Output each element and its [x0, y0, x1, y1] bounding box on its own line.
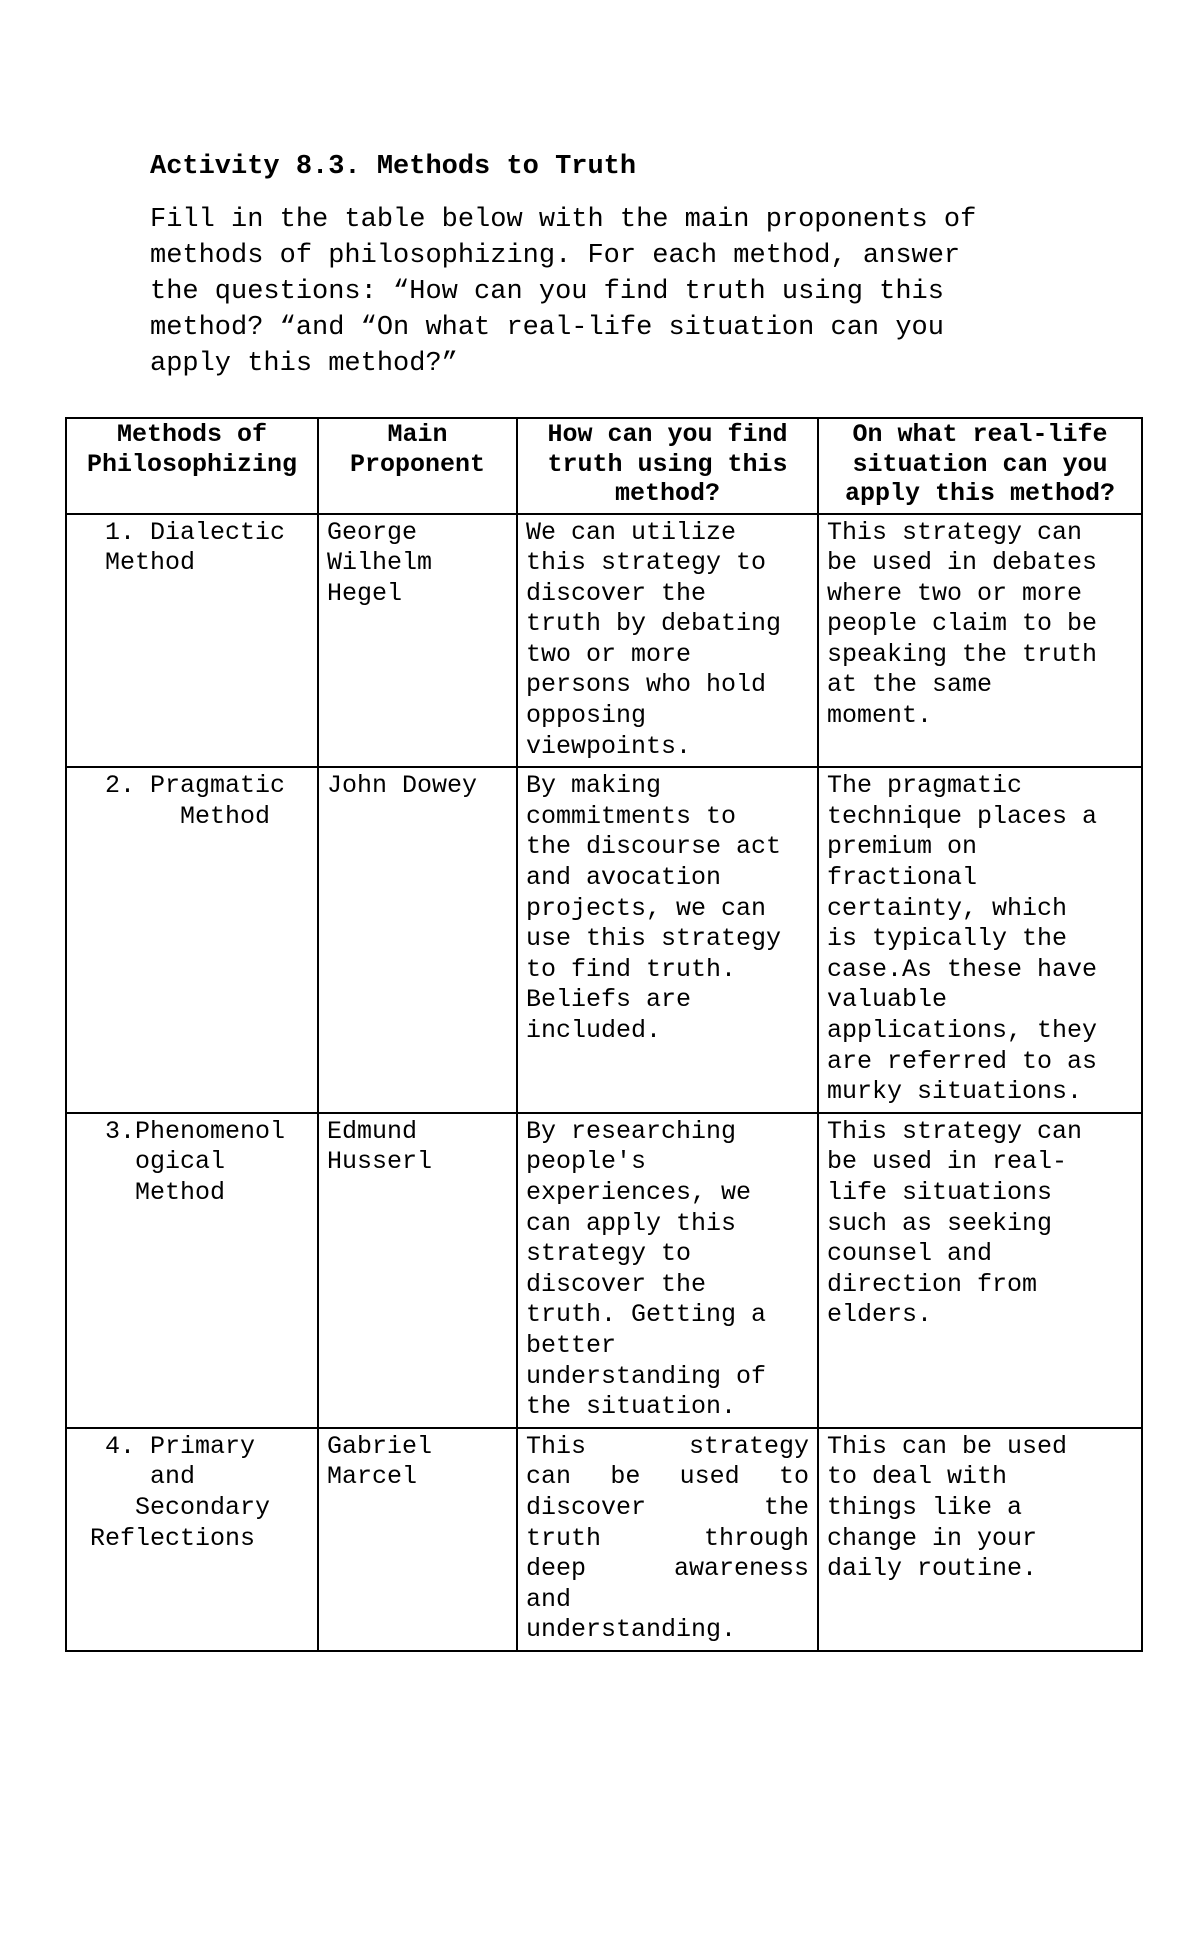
table-row	[66, 1113, 1142, 1428]
cell-line: be used in real-	[827, 1147, 1068, 1177]
header-line: Proponent	[349, 449, 486, 479]
cell-line: George	[327, 517, 418, 547]
cell-line: viewpoints.	[526, 731, 692, 761]
cell-line: This strategy can	[827, 1116, 1083, 1146]
cell-line: Edmund	[327, 1116, 418, 1146]
cell-line: discover the	[526, 1269, 707, 1299]
real-life-situation-cell	[818, 1428, 1142, 1651]
cell-line: and	[75, 1462, 196, 1492]
cell-line: truth. Getting a	[526, 1300, 767, 1330]
header-line: How can you find	[547, 420, 788, 449]
table-row	[66, 514, 1142, 768]
proponent-cell	[318, 1113, 517, 1428]
instructions-line: apply this method?”	[150, 349, 458, 379]
cell-line: projects, we can	[526, 893, 767, 923]
cell-line: 2. Pragmatic	[75, 771, 286, 801]
cell-line: people claim to be	[827, 609, 1098, 639]
cell-line: Reflections	[75, 1523, 256, 1553]
justified-word: truth	[526, 1523, 602, 1553]
cell-line: at the same	[827, 670, 993, 700]
cell-line: use this strategy	[526, 924, 782, 954]
table-row	[66, 1428, 1142, 1651]
cell-line: valuable	[827, 985, 948, 1015]
method-cell	[66, 514, 318, 768]
cell-line: Marcel	[327, 1462, 418, 1492]
header-methods	[66, 418, 318, 514]
justified-word: discover	[526, 1492, 647, 1522]
cell-line: persons who hold	[526, 670, 767, 700]
cell-line: By researching	[526, 1116, 737, 1146]
cell-line: 1. Dialectic	[75, 517, 286, 547]
cell-line: Husserl	[327, 1147, 433, 1177]
cell-line: elders.	[827, 1300, 933, 1330]
justified-word: awareness	[673, 1554, 809, 1584]
cell-line	[526, 1554, 809, 1585]
header-line: method?	[614, 479, 721, 508]
cell-line: opposing	[526, 701, 647, 731]
proponent-cell	[318, 1428, 517, 1651]
header-line: Main	[387, 420, 448, 449]
cell-line: included.	[526, 1016, 662, 1045]
header-line: truth using this	[547, 449, 788, 479]
cell-line: technique places a	[827, 801, 1098, 831]
cell-line: the situation.	[526, 1392, 737, 1422]
cell-line: be used in debates	[827, 548, 1098, 578]
cell-line: understanding.	[526, 1615, 737, 1645]
cell-line: truth by debating	[526, 609, 782, 639]
cell-line: is typically the	[827, 924, 1068, 954]
how-find-truth-cell	[517, 514, 818, 768]
cell-line: This strategy can	[827, 517, 1083, 547]
cell-line: By making	[526, 771, 662, 801]
header-how-find-truth	[517, 418, 818, 514]
cell-line: Secondary	[75, 1492, 271, 1522]
method-cell	[66, 767, 318, 1113]
cell-line: We can utilize	[526, 517, 737, 547]
cell-line: two or more	[526, 639, 692, 669]
justified-word: This	[526, 1431, 587, 1461]
how-find-truth-cell	[517, 1113, 818, 1428]
cell-line	[526, 1462, 809, 1493]
instructions-line: method? “and “On what real-life situation can you	[150, 313, 944, 343]
cell-line: life situations	[827, 1177, 1053, 1207]
cell-line: daily routine.	[827, 1554, 1038, 1584]
cell-line: discover the	[526, 578, 707, 608]
cell-line: Method	[75, 548, 196, 578]
cell-line: this strategy to	[526, 548, 767, 578]
justified-word: be	[610, 1462, 641, 1492]
cell-line: people's	[526, 1147, 647, 1177]
cell-line: Wilhelm	[327, 548, 433, 578]
cell-line: counsel and	[827, 1239, 993, 1269]
justified-word: used	[679, 1462, 740, 1492]
proponent-cell	[318, 514, 517, 768]
instructions-line: the questions: “How can you find truth using this	[150, 277, 944, 307]
table-row	[66, 767, 1142, 1113]
cell-line	[526, 1524, 809, 1555]
table-header-row	[66, 418, 1142, 514]
real-life-situation-cell	[818, 767, 1142, 1113]
cell-line: Method	[75, 1177, 226, 1207]
justified-word: to	[778, 1462, 809, 1492]
how-find-truth-cell	[517, 767, 818, 1113]
cell-line: case.As these have	[827, 954, 1098, 984]
cell-line: premium on	[827, 832, 978, 862]
cell-line: things like a	[827, 1492, 1023, 1522]
cell-line: commitments to	[526, 801, 737, 831]
real-life-situation-cell	[818, 1113, 1142, 1428]
instructions-line: methods of philosophizing. For each method, answer	[150, 241, 961, 271]
cell-line: are referred to as	[827, 1046, 1098, 1076]
cell-line: murky situations.	[827, 1077, 1083, 1107]
cell-line: the discourse act	[526, 832, 782, 862]
cell-line: understanding of	[526, 1361, 767, 1391]
cell-line: change in your	[827, 1523, 1038, 1553]
cell-line: 4. Primary	[75, 1431, 256, 1461]
cell-line: to deal with	[827, 1462, 1008, 1492]
header-proponent	[318, 418, 517, 514]
cell-line: This can be used	[827, 1431, 1068, 1461]
justified-word: through	[703, 1523, 809, 1553]
cell-line: better	[526, 1330, 617, 1360]
cell-line: applications, they	[827, 1016, 1098, 1045]
justified-word: the	[763, 1492, 809, 1522]
cell-line: 3.Phenomenol	[75, 1116, 286, 1146]
cell-line: direction from	[827, 1269, 1038, 1299]
cell-line: fractional	[827, 863, 978, 893]
cell-line: Gabriel	[327, 1431, 433, 1461]
cell-line: certainty, which	[827, 893, 1068, 923]
cell-line: Hegel	[327, 578, 403, 608]
justified-word: strategy	[688, 1431, 809, 1461]
activity-title: Activity 8.3. Methods to Truth	[150, 152, 637, 182]
justified-word: can	[526, 1462, 572, 1492]
how-find-truth-cell	[517, 1428, 818, 1651]
instructions-paragraph	[150, 202, 1050, 382]
cell-line: Beliefs are	[526, 985, 692, 1015]
cell-line: to find truth.	[526, 954, 737, 984]
cell-line: where two or more	[827, 578, 1083, 608]
header-line: Philosophizing	[86, 449, 298, 479]
cell-line: The pragmatic	[827, 771, 1023, 801]
cell-line: such as seeking	[827, 1208, 1053, 1238]
header-real-life-situation	[818, 418, 1142, 514]
cell-line: experiences, we	[526, 1177, 752, 1207]
cell-line: strategy to	[526, 1239, 692, 1269]
header-line: Methods of	[116, 420, 268, 449]
cell-line	[526, 1432, 809, 1463]
method-cell	[66, 1428, 318, 1651]
methods-table	[65, 417, 1143, 1652]
proponent-cell	[318, 767, 517, 1113]
instructions-line: Fill in the table below with the main proponents of	[150, 205, 977, 235]
cell-line: speaking the truth	[827, 639, 1098, 669]
justified-word: deep	[526, 1554, 587, 1584]
cell-line: and	[526, 1584, 572, 1614]
cell-line: and avocation	[526, 863, 722, 893]
header-line: situation can you	[852, 449, 1108, 479]
cell-line	[526, 1493, 809, 1524]
cell-line: moment.	[827, 701, 933, 731]
cell-line: ogical	[75, 1147, 226, 1177]
header-line: On what real-life	[852, 420, 1108, 449]
cell-line: John Dowey	[327, 771, 478, 801]
method-cell	[66, 1113, 318, 1428]
header-line: apply this method?	[844, 479, 1116, 508]
real-life-situation-cell	[818, 514, 1142, 768]
cell-line: can apply this	[526, 1208, 737, 1238]
cell-line: Method	[75, 801, 271, 831]
